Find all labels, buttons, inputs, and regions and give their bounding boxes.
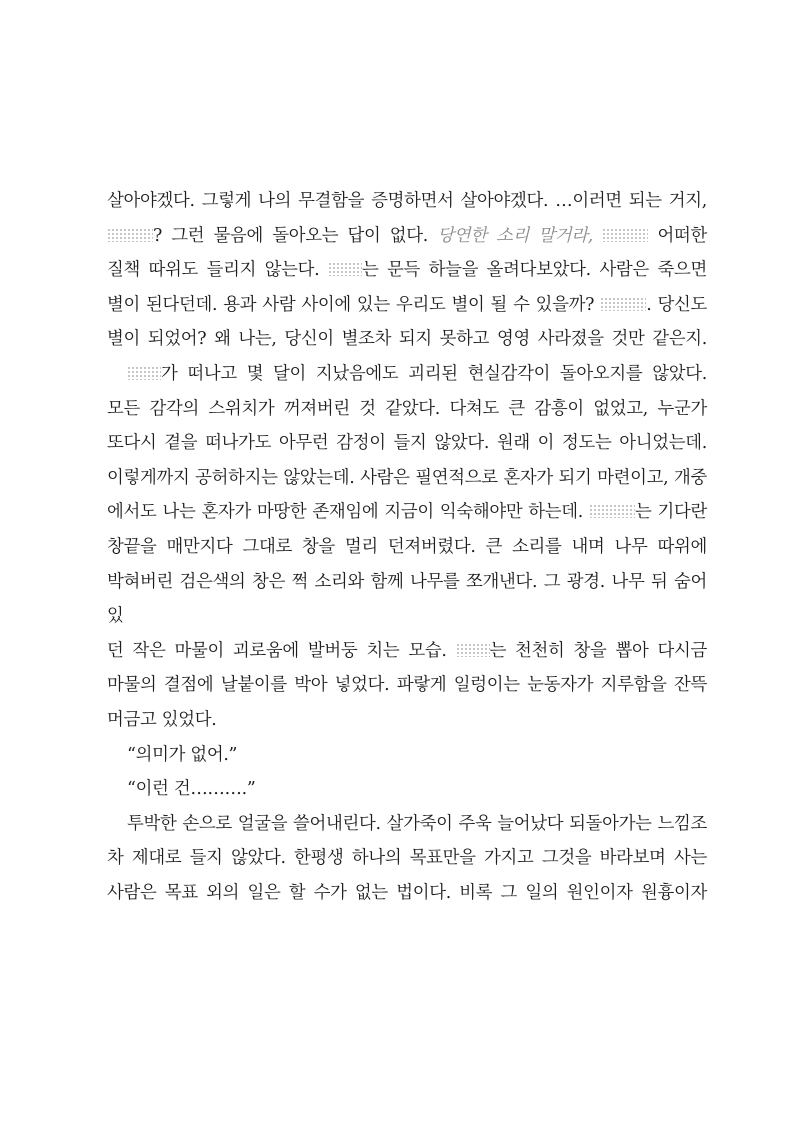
text-line-12: 박혀버린 검은색의 창은 쩍 소리와 함께 나무를 쪼개낸다. 그 광경. 나무 뒤 숨어있 xyxy=(107,571,707,627)
dialog-line-2: “이런 건……….” xyxy=(127,779,256,800)
redacted-name xyxy=(456,643,490,657)
text-line-2 xyxy=(107,219,707,254)
line-2-tail: 어떠한 xyxy=(648,225,707,246)
redacted-name xyxy=(602,228,648,242)
redacted-name xyxy=(600,297,646,311)
line-4-tail: . 당신도 xyxy=(646,294,707,315)
redacted-name xyxy=(328,262,362,276)
line-4-text: 별이 된다던데. 용과 사람 사이에 있는 우리도 별이 될 수 있을까? xyxy=(107,294,601,315)
body-text xyxy=(107,184,707,910)
text-line-6 xyxy=(107,357,707,392)
redacted-name xyxy=(127,366,161,380)
text-line-8: 또다시 곁을 떠나가도 아무런 감정이 들지 않았다. 원래 이 정도는 아니었는데. xyxy=(107,433,707,454)
text-line-19: 차 제대로 들지 않았다. 한평생 하나의 목표만을 가지고 그것을 바라보며 사는 xyxy=(107,848,707,869)
text-line-3 xyxy=(107,253,707,288)
text-line-7: 모든 감각의 스위치가 꺼져버린 것 같았다. 다쳐도 큰 감흥이 없었고, 누군가 xyxy=(107,398,707,419)
line-10-text: 에서도 나는 혼자가 마땅한 존재임에 지금이 익숙해야만 하는데. xyxy=(107,502,590,523)
line-13-text: 던 작은 마물이 괴로움에 발버둥 치는 모습. xyxy=(107,640,456,661)
line-10-tail: 는 기다란 xyxy=(635,502,707,523)
text-line-10 xyxy=(107,495,707,530)
text-line-18: 투박한 손으로 얼굴을 쓸어내린다. 살가죽이 주욱 늘어났다 되돌아가는 느낌조 xyxy=(127,813,707,834)
redacted-name xyxy=(589,504,635,518)
line-13-tail: 는 천천히 창을 뽑아 다시금 xyxy=(489,640,707,661)
text-line-11: 창끝을 매만지다 그대로 창을 멀리 던져버렸다. 큰 소리를 내며 나무 따위에 xyxy=(107,536,707,557)
text-line-4 xyxy=(107,288,707,323)
line-2-text: ? 그런 물음에 돌아오는 답이 없다. xyxy=(153,225,438,246)
line-6-text: 가 떠나고 몇 달이 지났음에도 괴리된 현실감각이 돌아오지를 않았다. xyxy=(161,363,707,384)
redacted-name xyxy=(107,228,153,242)
line-3-text: 질책 따위도 들리지 않는다. xyxy=(107,260,328,281)
text-line-15: 머금고 있었다. xyxy=(107,709,217,730)
text-line-20: 사람은 목표 외의 일은 할 수가 없는 법이다. 비록 그 일의 원인이자 원흉이자 xyxy=(107,882,707,903)
dialog-line-1: “의미가 없어.” xyxy=(127,744,238,765)
italic-quote: 당연한 소리 말거라, xyxy=(437,225,593,246)
text-line-5: 별이 되었어? 왜 나는, 당신이 별조차 되지 못하고 영영 사라졌을 것만 같은지. xyxy=(107,329,707,350)
text-line-14: 마물의 결점에 날붙이를 박아 넣었다. 파랗게 일렁이는 눈동자가 지루함을 잔뜩 xyxy=(107,675,707,696)
text-line-1: 살아야겠다. 그렇게 나의 무결함을 증명하면서 살아야겠다. …이러면 되는 거지, xyxy=(107,191,707,211)
line-3-tail: 는 문득 하늘을 올려다보았다. 사람은 죽으면 xyxy=(361,260,707,281)
text-line-13 xyxy=(107,634,707,669)
text-line-9: 이렇게까지 공허하지는 않았는데. 사람은 필연적으로 혼자가 되기 마련이고, 개중 xyxy=(107,467,707,488)
